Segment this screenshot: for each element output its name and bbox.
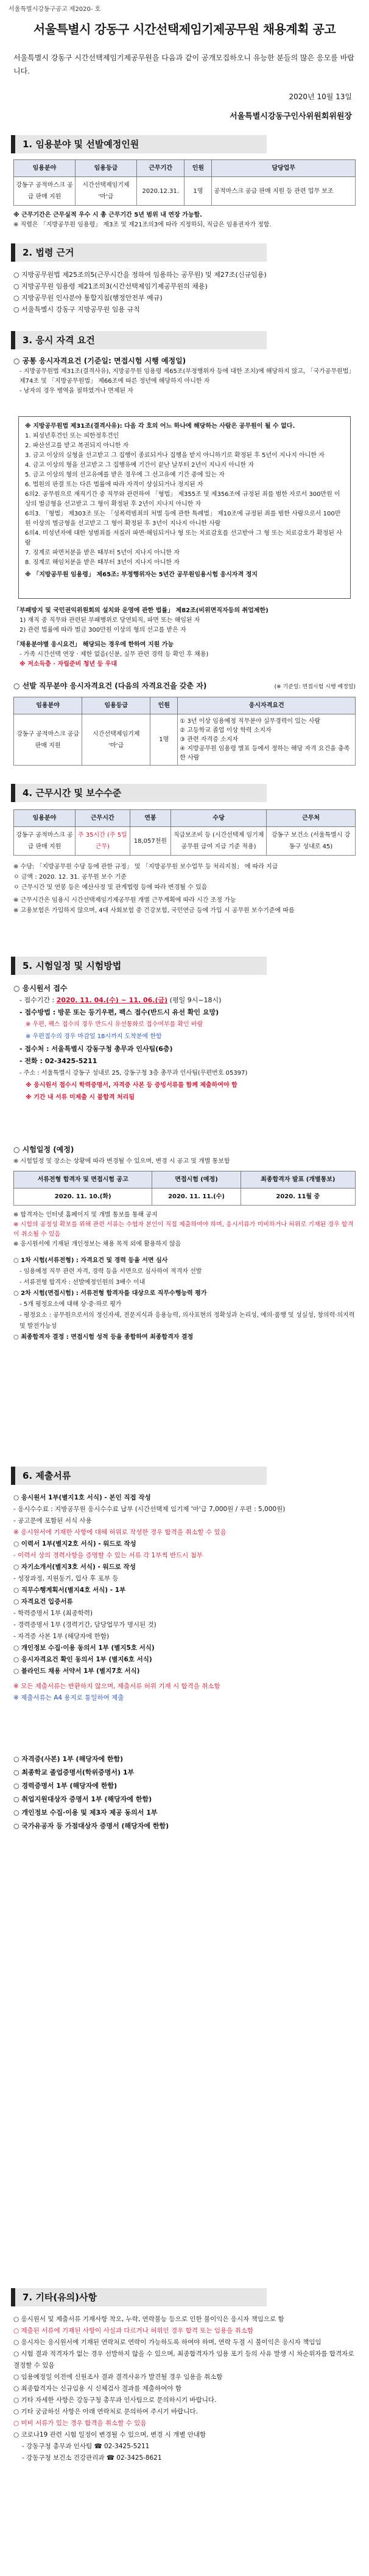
col-header: 근무처 — [267, 810, 356, 827]
document-item: ○ 응시자격요건 확인 동의서 1부 (별지6호 서식) — [13, 1656, 152, 1663]
document-note: ※ 제출서류는 A4 용지로 통일하여 제출 — [13, 1694, 124, 1702]
receipt-title: ○ 응시원서 접수 — [13, 984, 68, 993]
disqualification-item: 4. 금고 이상의 형을 선고받고 그 집행유예 기간이 끝난 날부터 2년이 지나지 아니한 자 — [25, 462, 255, 469]
disqualification-item: 6의4. 미성년자에 대한 성범죄를 저질러 파면·해임되거나 형 또는 치료감호를 선고받아 그 형 또는 치료감호가 확정된 사람 — [25, 530, 342, 546]
cell-workplace: 강동구 보건소 (서울특별시 강동구 성내로 45) — [267, 827, 356, 856]
document-item: ○ 취업지원대상자 증명서 1부 (해당자에 한함) — [13, 1795, 152, 1803]
exam-step-detail: - 임용예정 직무 관련 자격, 경력 등을 서면으로 심사하여 적격자 선발 — [19, 1268, 202, 1275]
field-requirement-item: - 가족 시간선택 연장 · 제한 없음(신분, 실무 관련 경력 등 확인 후 채용) — [19, 651, 209, 658]
law-item: ○ 지방공무원 임용령 제21조의3(시간선택제임기제공무원의 채용) — [13, 282, 208, 290]
col-header: 최종합격자 발표 (개별통보) — [241, 1171, 355, 1189]
section-3-field-qualification — [13, 680, 356, 766]
requirement-item: ① 3년 이상 임용예정 직무분야 실무경력이 있는 사람 — [180, 718, 321, 725]
document-item: ○ 최종학교 졸업증명서(학위증명서) 1부 — [13, 1768, 135, 1776]
col-header: 담당업무 — [212, 160, 356, 177]
schedule-note: ※ 시험일정 및 장소는 상황에 따라 변경될 수 있으며, 변경 시 공고 및 개별 통보함 — [13, 1158, 230, 1165]
section-5-schedule — [13, 1144, 356, 1343]
disqualification-box — [18, 416, 351, 599]
requirement-item: ② 고등학교 졸업 이상 학력 소지자 — [180, 727, 272, 734]
notice-item: ○ 임용예정일 이전에 신원조사 결과 결격사유가 발견될 경우 임용을 취소함 — [13, 2373, 223, 2381]
anticorruption-item: 1) 재직 중 직무와 관련된 부패행위로 당연퇴직, 파면 또는 해임된 자 — [19, 617, 200, 624]
receipt-warning: ※ 기간 내 서류 미제출 시 불합격 처리됨 — [26, 1094, 135, 1101]
disqualification-item: 5. 금고 이상의 형의 선고유예를 받은 경우에 그 선고유예 기간 중에 있는 자 — [25, 472, 225, 478]
law-item: ○ 서울특별시 강동구 지방공무원 임용 규칙 — [13, 305, 140, 313]
cell-period: 2020.12.31. — [136, 177, 184, 206]
col-header: 근무시간 — [75, 810, 130, 827]
notice-item: ○ 미비 서류가 있는 경우 합격을 취소할 수 있음 — [13, 2420, 147, 2427]
salary-note: ㅇ 금액 : 2020. 12. 31. 공무원 보수 기준 — [13, 874, 127, 881]
positions-table — [13, 159, 356, 206]
section-7-heading: 7. 기타(유의)사항 — [11, 2288, 267, 2306]
cell-allowance: 직급보조비 등 (시간선택제 임기제공무원 급여 지급 기준 적용) — [171, 827, 267, 856]
disqualification-item: 6의2. 공무원으로 재직기간 중 직무와 관련하여 「형법」 제355조 및 제356조에 규정된 죄를 범한 자로서 300만원 이상의 벌금형을 선고받고 그 형이 확정된 후 2년이 지나지 아니한 자 — [25, 491, 340, 508]
disqualification-item: 1. 피성년후견인 또는 피한정후견인 — [25, 433, 119, 439]
salary-note: ※ 고용보험은 가입하지 않으며, 4대 사회보험 중 건강보험, 국민연금 등에 가입 시 공무원 보수기준에 따름 — [13, 907, 295, 914]
section-3-anticorruption — [13, 606, 356, 669]
law-item: ○ 지방공무원 인사분야 통합지침(행정안전부 예규) — [13, 294, 163, 302]
document-detail: - 이력서 상의 경력사항을 증명할 수 있는 서류 각 1부씩 반드시 첨부 — [13, 1552, 203, 1559]
section-1-note: ※ 직렬은 「지방공무원 임용령」 제3조 및 제21조의3에 따라 지정하되, 직급은 임용권자가 정함. — [13, 222, 272, 228]
notice-item: ○ 응시자는 응시원서에 기재된 연락처로 연락이 가능하도록 하여야 하며, 연락 두절 시 불이익은 응시자 책임임 — [13, 2339, 322, 2346]
section-2-list — [13, 269, 356, 315]
receipt-note: ※ 우편, 팩스 접수의 경우 반드시 유선통화로 접수여부를 확인 바람 — [26, 1021, 203, 1028]
section-6-sublist — [13, 1753, 356, 1833]
col-header: 임용등급 — [75, 160, 136, 177]
document-item: ○ 국가유공자 등 가점대상자 증명서 (해당자에 한함) — [13, 1822, 169, 1830]
anticorruption-item: 2) 관련 법률에 따라 벌금 300만원 이상의 형의 선고를 받은 자 — [19, 627, 186, 634]
anticorruption-title: 「부패방지 및 국민권익위원회의 설치와 운영에 관한 법률」 제82조(비위면직자등의 취업제한) — [13, 607, 269, 614]
document-item: ○ 이력서 1부(별지2호 서식) - 워드로 작성 — [13, 1540, 136, 1548]
exam-step-detail: - 5개 평정요소에 대해 상·중·하로 평가 — [19, 1301, 122, 1308]
document-detail: - 공고문에 포함된 서식 사용 — [13, 1517, 92, 1524]
section-3-heading: 3. 응시 자격 요건 — [11, 331, 267, 349]
requirement-item: ④ 지방공무원 임용령 별표 등에서 정하는 해당 자격 요건을 충족한 사람 — [180, 745, 350, 761]
col-header: 연봉 — [130, 810, 170, 827]
receipt-warning: ※ 응시원서 접수시 학력증명서, 자격증 사본 등 증빙서류를 함께 제출하여야 함 — [26, 1082, 237, 1089]
exam-step: ○ 1차 시험(서류전형) : 자격요건 및 경력 등을 서면 심사 — [13, 1257, 168, 1264]
announcement-number: 서울특별시강동구공고 제2020- 호 — [9, 6, 101, 13]
document-item: ○ 개인정보 수집·이용 및 제3자 제공 동의서 1부 — [13, 1809, 158, 1817]
schedule-footnote: ※ 응시원서에 기재된 개인정보는 채용 목적 외에 활용하지 않음 — [13, 1241, 181, 1248]
receipt-time: (평일 9시~18시) — [169, 996, 222, 1004]
exam-step: ○ 2차 시험(면접시험) : 서류전형 합격자를 대상으로 직무수행능력 평가 — [13, 1290, 207, 1297]
document-item: ○ 경력증명서 1부 (해당자에 한함) — [13, 1782, 118, 1790]
exam-step: ○ 최종합격자 결정 : 면접시험 성적 등을 종합하여 최종합격자 결정 — [13, 1334, 194, 1341]
common-qualification-item: - 지방공무원법 제31조(결격사유), 지방공무원 임용령 제65조(부정행위자 등에 대한 조치)에 해당하지 않고, 「국가공무원법」 제74조 및 「지방공무원법」 제66조에 따른 정년에 해당하지 아니한 자 — [19, 368, 355, 385]
field-qualification-title: ○ 선발 직무분야 응시자격요건 (다음의 자격요건을 갖춘 자) — [13, 682, 207, 690]
section-3-common — [13, 355, 356, 396]
issuing-organization: 서울특별시강동구인사위원회위원장 — [230, 112, 352, 121]
schedule-footnote: ※ 합격자는 인터넷 홈페이지 및 개별 통보를 통해 공지 — [13, 1212, 158, 1218]
document-item: ○ 직무수행계획서(별지4호 서식) - 1부 — [13, 1586, 126, 1594]
section-7-list — [13, 2314, 356, 2464]
qualification-table — [13, 697, 356, 766]
receipt-period-row — [13, 994, 356, 1007]
receipt-period: 2020. 11. 04.(수) ~ 11. 06.(금) — [56, 996, 168, 1004]
exam-step-detail: - 평정요소 : 공무원으로서의 정신자세, 전문지식과 응용능력, 의사표현의 정확성과 논리성, 예의·품행 및 성실성, 창의력·의지력 및 발전가능성 — [19, 1312, 355, 1330]
notice-item: ○ 제출된 서류에 기재된 사항이 사실과 다르거나 허위인 경우 합격 또는 임용을 취소함 — [13, 2327, 254, 2334]
cell-grade: 시간선택제임기제 '마'급 — [75, 177, 136, 206]
field-qualification-basis: (※ 기준일: 면접시험 시행 예정일) — [274, 684, 356, 690]
requirement-item: ③ 관련 자격증 소지자 — [180, 736, 239, 743]
col-header: 수당 — [171, 810, 267, 827]
common-qualification-title: ○ 공통 응시자격요건 (기준일: 면접시험 시행 예정일) — [13, 357, 186, 365]
document-item: ○ 개인정보 수집·이용 동의서 1부 (별지5호 서식) — [13, 1644, 155, 1652]
document-detail: - 성장과정, 지원동기, 입사 후 포부 등 — [13, 1575, 119, 1582]
receipt-note: ※ 우편접수의 경우 마감일 18시까지 도착분에 한함 — [26, 1033, 162, 1040]
table-row — [14, 714, 356, 766]
col-header: 면접시험 (예정) — [152, 1171, 241, 1189]
cell-count: 1명 — [184, 177, 212, 206]
field-requirement-title: 「채용분야별 응시요건」 해당되는 경우에 한하여 지원 가능 — [13, 641, 174, 648]
common-qualification-item: - 남자의 경우 병역을 필하였거나 면제된 자 — [19, 388, 133, 394]
receipt-period-label: - 접수기간 : — [19, 996, 55, 1004]
col-header: 임용등급 — [82, 697, 150, 714]
cell-field: 강동구 공적마스크 공급 판매 지원 — [14, 714, 82, 766]
schedule-date: 2020. 11월 중 — [241, 1189, 355, 1206]
salary-note: ※ 근무시간은 임용시 시간선택제임기제공무원 개별 근무계획에 따라 시간 조정 가능 — [13, 897, 236, 904]
disqualification-item: 6의3. 「형법」 제303조 또는 「성폭력범죄의 처벌 등에 관한 특례법」 제10조에 규정된 죄를 범한 사람으로서 100만원 이상의 벌금형을 선고받고 그 형이 확정된 후 3년이 지나지 아니한 사람 — [25, 511, 341, 527]
salary-table — [13, 809, 356, 856]
document-note: ※ 모든 제출서류는 반환하지 않으며, 제출서류 허위 기재 시 합격을 취소함 — [13, 1683, 220, 1690]
col-header: 인원 — [184, 160, 212, 177]
cell-field: 강동구 공적마스크 공급 판매 지원 — [14, 177, 76, 206]
section-4-table-wrap — [13, 809, 356, 916]
disqualification-item: 7. 징계로 파면처분을 받은 때부터 5년이 지나지 아니한 자 — [25, 550, 180, 556]
schedule-date: 2020. 11. 11.(수) — [152, 1189, 241, 1206]
schedule-table — [13, 1171, 356, 1206]
exam-step-detail: - 서류전형 합격자 : 선발예정인원의 3배수 이내 — [19, 1279, 146, 1286]
table-row — [14, 177, 356, 206]
cell-field: 강동구 공적마스크 공급 판매 지원 — [14, 827, 76, 856]
notice-item: ○ 기타 자세한 사항은 강동구청 총무과 인사팀으로 문의하시기 바랍니다. — [13, 2396, 217, 2404]
intro-text: 서울특별시 강동구 시간선택제임기제공무원을 다음과 같이 공개모집하오니 유능한 분들의 많은 응모를 바랍니다. — [13, 54, 354, 75]
schedule-title: ○ 시험일정 (예정) — [13, 1145, 74, 1154]
document-detail: - 경력증명서 1부 (경력기간, 담당업무가 명시된 것) — [13, 1621, 156, 1628]
receipt-method: - 접수방법 : 방문 또는 등기우편, 팩스 접수(반드시 유선 확인 요망) — [19, 1008, 219, 1016]
document-item: ○ 자기소개서(별지3호 서식) - 워드로 작성 — [13, 1563, 136, 1571]
law-item: ○ 지방공무원법 제25조의5(근무시간을 정하여 임용하는 공무원) 및 제27조(신규임용) — [13, 271, 267, 279]
section-5-receipt — [13, 982, 356, 1104]
notice-item: ○ 기타 궁금하신 사항은 아래 연락처로 문의하여 주시기 바랍니다. — [13, 2408, 198, 2415]
col-header: 임용분야 — [14, 697, 82, 714]
disqualification-item: 2. 파산선고를 받고 복권되지 아니한 자 — [25, 442, 129, 449]
preference-note: ※ 저소득층 · 자립준비 청년 등 우대 — [19, 661, 117, 668]
document-item: ○ 응시원서 1부(별지1호 서식) - 본인 직접 작성 — [13, 1494, 151, 1501]
cell-count: 1명 — [150, 714, 178, 766]
document-item: ○ 자격증(사본) 1부 (해당자에 한함) — [13, 1755, 124, 1763]
notice-item: ○ 시험 결과 적격자가 없는 경우 선발하지 않을 수 있으며, 최종합격자가 임용 포기 등의 사유 발생 시 차순위자를 합격자로 결정할 수 있음 — [13, 2350, 354, 2369]
schedule-footnote: ※ 시험의 공정성 확보를 위해 관련 서류는 수험자 본인이 직접 제출하여야 하며, 응시서류가 미비하거나 허위로 기재된 경우 합격이 취소될 수 있음 — [13, 1221, 354, 1238]
contact-line: - 강동구청 보건소 건강관리과 ☎ 02-3425-8621 — [22, 2454, 162, 2462]
cell-requirements — [178, 714, 356, 766]
col-header: 임용분야 — [14, 810, 76, 827]
cell-hours: 주 35시간 (주 5일 근무) — [75, 827, 130, 856]
cell-grade: 시간선택제임기제 '마'급 — [82, 714, 150, 766]
col-header: 서류전형 합격자 및 면접시험 공고 — [14, 1171, 152, 1189]
col-header: 인원 — [150, 697, 178, 714]
salary-note: ㅇ 근무시간 및 연봉 등은 예산사정 및 관계법령 등에 따라 변경될 수 있음 — [13, 884, 208, 891]
receipt-place: - 접수처 : 서울특별시 강동구청 총무과 인사팀(6층) — [19, 1045, 173, 1053]
table-row — [14, 1189, 356, 1206]
document-item: ○ 블라인드 채용 서약서 1부 (별지7호 서식) — [13, 1667, 140, 1675]
schedule-date: 2020. 11. 10.(화) — [14, 1189, 152, 1206]
document-detail: - 자격증 사본 1부 (해당자에 한함) — [13, 1633, 110, 1640]
section-5-heading: 5. 시험일정 및 시험방법 — [11, 957, 267, 975]
col-header: 임용분야 — [14, 160, 76, 177]
disqualification-item: 3. 금고 이상의 실형을 선고받고 그 집행이 종료되거나 집행을 받지 아니하기로 확정된 후 5년이 지나지 아니한 자 — [25, 452, 325, 459]
section-4-heading: 4. 근무시간 및 보수수준 — [11, 784, 267, 802]
col-header: 응시자격요건 — [178, 697, 356, 714]
cell-salary: 18,057천원 — [130, 827, 170, 856]
page-title: 서울특별시 강동구 시간선택제임기제공무원 채용계획 공고 — [33, 22, 336, 37]
document-detail: ※ 응시원서에 기재한 사항에 대해 허위로 작성한 경우 합격을 취소할 수 있음 — [13, 1529, 227, 1536]
disqualification-item: 8. 징계로 해임처분을 받은 때부터 3년이 지나지 아니한 자 — [25, 559, 180, 566]
notice-item: ○ 코로나19 관련 시험 일정이 변경될 수 있으며, 변경 시 개별 안내함 — [13, 2431, 206, 2438]
section-1-table-wrap — [13, 159, 356, 230]
disqualification-title: ※ 지방공무원법 제31조(결격사유): 다음 각 호의 어느 하나에 해당하는 사람은 공무원이 될 수 없다. — [25, 423, 295, 430]
document-detail: - 응시수수료 : 지방공무원 응시수수료 납부 (시간선택제 임기제 '마'급 7,000원 / 우편 : 5,000원) — [13, 1506, 286, 1513]
document-item: ○ 자격요건 입증서류 — [13, 1598, 73, 1605]
col-header: 근무기간 — [136, 160, 184, 177]
disqualification-item: 6. 법원의 판결 또는 다른 법률에 따라 자격이 상실되거나 정지된 자 — [25, 481, 203, 488]
announcement-date: 2020년 10월 13일 — [289, 92, 352, 101]
section-1-note: ※ 근무기간은 근무실적 우수 시 총 근무기간 5년 범위 내 연장 가능함. — [13, 212, 202, 218]
disqualification-note: ※ 「지방공무원 임용령」 제65조: 부정행위자는 5년간 공무원임용시험 응시자격 정지 — [25, 571, 258, 578]
notice-item: ○ 응시원서 및 제출서류 기재사항 착오, 누락, 연락불능 등으로 인한 불이익은 응시자 책임으로 함 — [13, 2316, 284, 2323]
table-row — [14, 827, 356, 856]
section-6-list — [13, 1492, 356, 1704]
section-6-heading: 6. 제출서류 — [11, 1467, 267, 1485]
cell-duty: 공적마스크 공급 판매 지원 등 관련 업무 보조 — [212, 177, 356, 206]
notice-item: ○ 최종합격자는 신규임용 시 신체검사 결과를 제출하여야 함 — [13, 2385, 181, 2392]
salary-note: ※ 수당: 「지방공무원 수당 등에 관한 규정」 및 「지방공무원 보수업무 등 처리지침」 에 따라 지급 — [13, 864, 278, 870]
contact-line: - 강동구청 총무과 인사팀 ☎ 02-3425-5211 — [22, 2443, 150, 2450]
section-1-heading: 1. 임용분야 및 선발예정인원 — [11, 135, 267, 153]
receipt-tel: - 전화 : 02-3425-5211 — [19, 1057, 97, 1065]
section-2-heading: 2. 법령 근거 — [11, 243, 267, 262]
document-detail: - 학력증명서 1부 (최종학력) — [13, 1610, 93, 1617]
receipt-address: - 주소 : 서울특별시 강동구 성내로 25, 강동구청 3층 총무과 인사팀(우편번호 05397) — [19, 1070, 248, 1077]
